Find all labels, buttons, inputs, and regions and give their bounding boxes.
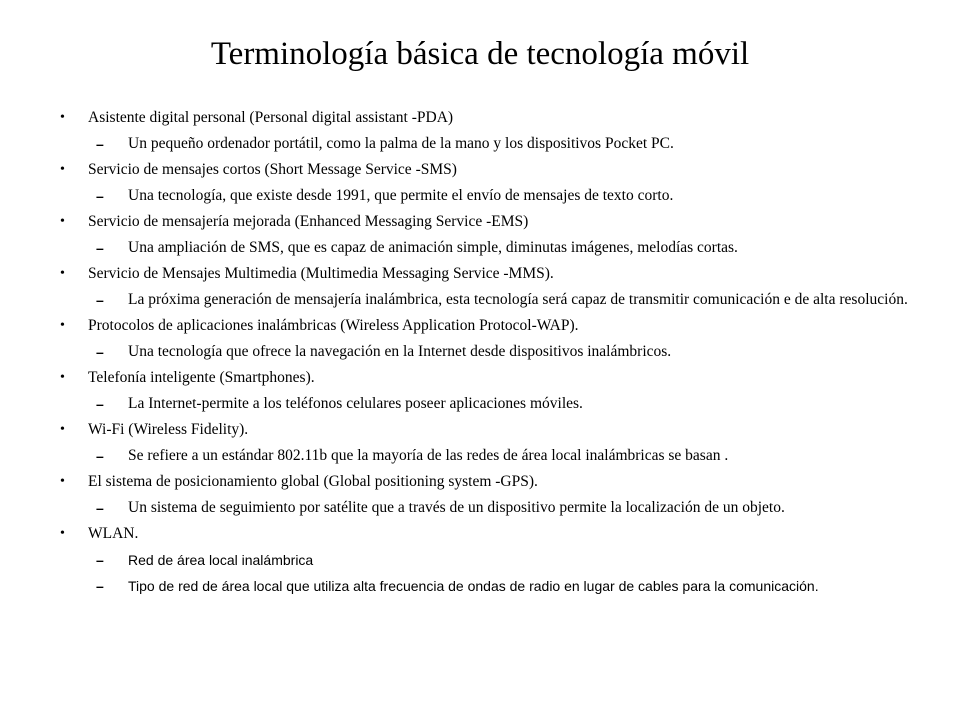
bullet-item-ems bbox=[60, 212, 920, 232]
sub-item-wlan-definition bbox=[60, 550, 920, 570]
bullet-item-smartphones bbox=[60, 368, 920, 388]
bullet-text: Wi-Fi (Wireless Fidelity). bbox=[88, 421, 249, 438]
sub-text: Un sistema de seguimiento por satélite que a través de un dispositivo permite la localización de un objeto. bbox=[128, 499, 785, 516]
dash-icon: – bbox=[96, 344, 104, 360]
bullet-item-wifi bbox=[60, 420, 920, 440]
dash-icon: – bbox=[96, 188, 104, 204]
sub-text: Red de área local inalámbrica bbox=[128, 552, 314, 568]
bullet-dot-icon: • bbox=[60, 526, 65, 541]
bullet-dot-icon: • bbox=[60, 214, 65, 229]
bullet-dot-icon: • bbox=[60, 110, 65, 125]
sub-item-sms bbox=[60, 186, 920, 206]
sub-text: Una tecnología, que existe desde 1991, que permite el envío de mensajes de texto corto. bbox=[128, 187, 674, 204]
dash-icon: – bbox=[96, 240, 104, 256]
bullet-text: El sistema de posicionamiento global (Global positioning system -GPS). bbox=[88, 473, 538, 490]
bullet-item-pda bbox=[60, 108, 920, 128]
bullet-text: Asistente digital personal (Personal digital assistant -PDA) bbox=[88, 109, 454, 126]
dash-icon: – bbox=[96, 292, 104, 308]
dash-icon: – bbox=[96, 396, 104, 412]
sub-text: La Internet-permite a los teléfonos celulares poseer aplicaciones móviles. bbox=[128, 395, 583, 412]
bullet-list bbox=[60, 108, 920, 596]
dash-icon: – bbox=[96, 578, 104, 594]
sub-text: Una tecnología que ofrece la navegación en la Internet desde dispositivos inalámbricos. bbox=[128, 343, 672, 360]
bullet-item-wlan bbox=[60, 524, 920, 544]
dash-icon: – bbox=[96, 552, 104, 568]
bullet-item-gps bbox=[60, 472, 920, 492]
bullet-item-sms bbox=[60, 160, 920, 180]
bullet-text: Servicio de Mensajes Multimedia (Multimedia Messaging Service -MMS). bbox=[88, 265, 554, 282]
sub-text: Se refiere a un estándar 802.11b que la mayoría de las redes de área local inalámbricas se basan . bbox=[128, 447, 729, 464]
bullet-dot-icon: • bbox=[60, 370, 65, 385]
sub-item-ems bbox=[60, 238, 920, 258]
sub-item-gps bbox=[60, 498, 920, 518]
bullet-item-mms bbox=[60, 264, 920, 284]
sub-item-wlan-type bbox=[60, 576, 920, 596]
bullet-text: Servicio de mensajería mejorada (Enhanced Messaging Service -EMS) bbox=[88, 213, 529, 230]
sub-text: La próxima generación de mensajería inalámbrica, esta tecnología será capaz de transmitir comunicación e de alta resolución. bbox=[128, 291, 908, 308]
bullet-dot-icon: • bbox=[60, 474, 65, 489]
bullet-text: Protocolos de aplicaciones inalámbricas (Wireless Application Protocol-WAP). bbox=[88, 317, 579, 334]
bullet-dot-icon: • bbox=[60, 422, 65, 437]
dash-icon: – bbox=[96, 500, 104, 516]
sub-item-wap bbox=[60, 342, 920, 362]
bullet-text: Telefonía inteligente (Smartphones). bbox=[88, 369, 315, 386]
sub-text: Tipo de red de área local que utiliza alta frecuencia de ondas de radio en lugar de cables para la comunicación. bbox=[128, 578, 819, 594]
bullet-item-wap bbox=[60, 316, 920, 336]
dash-icon: – bbox=[96, 448, 104, 464]
bullet-text: Servicio de mensajes cortos (Short Message Service -SMS) bbox=[88, 161, 457, 178]
sub-item-mms bbox=[60, 290, 920, 310]
bullet-dot-icon: • bbox=[60, 318, 65, 333]
sub-item-smartphones bbox=[60, 394, 920, 414]
slide-title: Terminología básica de tecnología móvil bbox=[210, 36, 750, 72]
sub-text: Una ampliación de SMS, que es capaz de animación simple, diminutas imágenes, melodías cortas. bbox=[128, 239, 738, 256]
sub-text: Un pequeño ordenador portátil, como la palma de la mano y los dispositivos Pocket PC. bbox=[128, 135, 674, 152]
sub-item-pda bbox=[60, 134, 920, 154]
sub-item-wifi bbox=[60, 446, 920, 466]
bullet-text: WLAN. bbox=[88, 525, 139, 542]
bullet-dot-icon: • bbox=[60, 266, 65, 281]
dash-icon: – bbox=[96, 136, 104, 152]
bullet-dot-icon: • bbox=[60, 162, 65, 177]
